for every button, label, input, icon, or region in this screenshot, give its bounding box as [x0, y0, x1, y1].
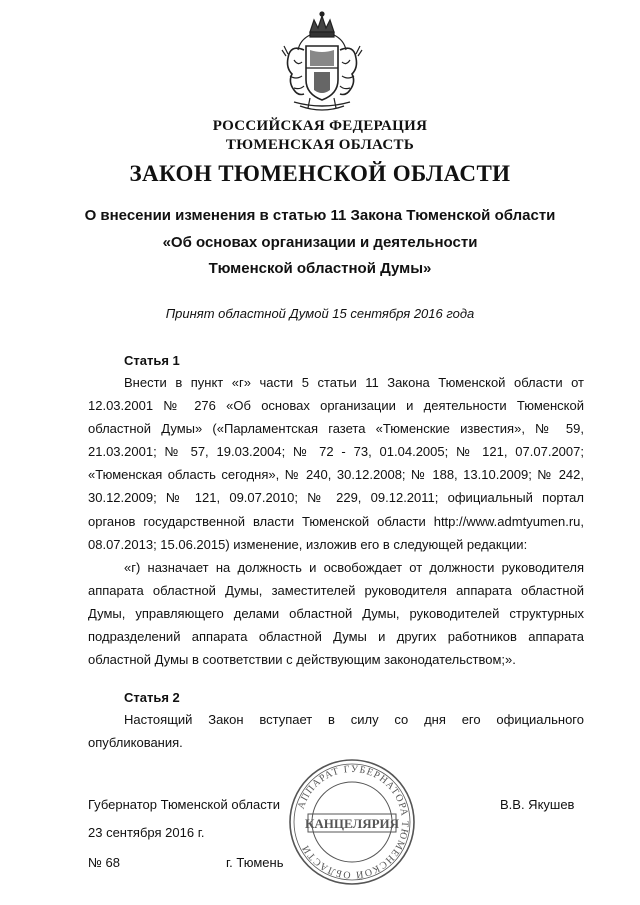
state-name: РОССИЙСКАЯ ФЕДЕРАЦИЯ: [212, 118, 428, 134]
adoption-note: Принят областной Думой 15 сентября 2016 года: [165, 306, 475, 321]
paragraph-line: Настоящий Закон вступает в силу со дня его официального: [124, 712, 584, 727]
article-1-paragraph-1: [88, 371, 584, 556]
article-2-paragraph: [88, 708, 584, 754]
coat-of-arms-icon: [280, 10, 364, 116]
paragraph-line: органов государственной власти Тюменской области http://www.admtyumen.ru,: [88, 513, 584, 529]
paragraph-line: 30.12.2009; № 121, 09.07.2010; № 229, 09.12.2011; официальный портал: [88, 490, 584, 506]
article-2-title: Статья 2: [124, 690, 180, 705]
paragraph-line: областной Думы» («Парламентская газета «Тюменские известия», № 59,: [88, 421, 584, 437]
governor-name: В.В. Якушев: [500, 797, 575, 812]
paragraph-line: Внести в пункт «г» части 5 статьи 11 Закона Тюменской области от: [124, 375, 584, 390]
paragraph-line: Думы, управляющего делами областной Думы, руководителей структурных: [88, 606, 584, 622]
governor-position: Губернатор Тюменской области: [88, 797, 280, 812]
paragraph-line: опубликования.: [88, 735, 183, 751]
paragraph-line: «Тюменская область сегодня», № 240, 30.12.2008; № 188, 13.10.2009; № 242,: [88, 467, 584, 483]
signing-city: г. Тюмень: [226, 855, 284, 870]
stamp-center-text: КАНЦЕЛЯРИЯ: [304, 816, 400, 831]
article-1-paragraph-2: [88, 556, 584, 671]
paragraph-line: «г) назначает на должность и освобождает от должности руководителя: [124, 560, 584, 575]
law-heading-line-3: Тюменской областной Думы»: [208, 260, 432, 277]
office-seal-stamp: [286, 756, 418, 888]
paragraph-line: аппарата областной Думы, заместителей руководителя аппарата областной: [88, 583, 584, 599]
law-number: № 68: [88, 855, 121, 870]
law-heading-line-1: О внесении изменения в статью 11 Закона Тюменской области: [84, 207, 556, 224]
paragraph-line: 12.03.2001 № 276 «Об основах организации и деятельности Тюменской: [88, 398, 584, 414]
region-name: ТЮМЕНСКАЯ ОБЛАСТЬ: [225, 137, 415, 153]
law-title: ЗАКОН ТЮМЕНСКОЙ ОБЛАСТИ: [129, 161, 511, 186]
paragraph-line: областной Думы в соответствии с действующим законодательством;».: [88, 652, 516, 668]
stamp-ring-text: АППАРАТ ГУБЕРНАТОРА ТЮМЕНСКОЙ ОБЛАСТИ: [295, 763, 411, 881]
article-1-title: Статья 1: [124, 353, 180, 368]
paragraph-line: 08.07.2013; 15.06.2015) изменение, изложив его в следующей редакции:: [88, 536, 528, 552]
paragraph-line: 21.03.2001; № 57, 19.03.2004; № 72 - 73, 01.04.2005; № 121, 07.07.2007;: [88, 444, 584, 460]
paragraph-line: подразделений аппарата областной Думы и других работников аппарата: [88, 629, 584, 645]
law-heading-line-2: «Об основах организации и деятельности: [162, 234, 478, 251]
signing-date: 23 сентября 2016 г.: [88, 825, 205, 840]
